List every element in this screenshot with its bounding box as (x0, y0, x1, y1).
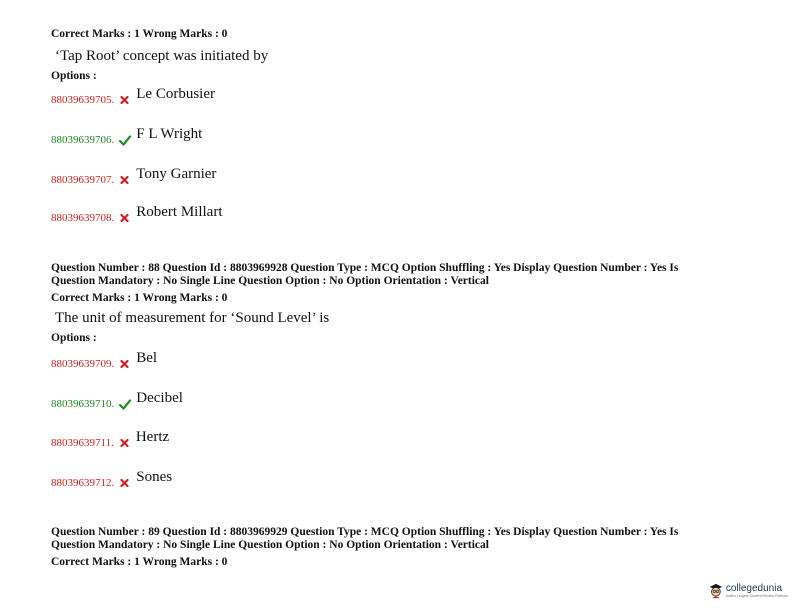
check-icon (118, 134, 132, 147)
option-label: F L Wright (136, 126, 203, 142)
check-icon (118, 398, 132, 411)
option-id: 88039639707. (51, 174, 115, 186)
logo-tagline: India's Largest Student Review Platform (725, 594, 788, 598)
q88-option-3 (51, 429, 170, 450)
q88-question-text: The unit of measurement for ‘Sound Level’ is (55, 310, 330, 326)
logo-name: collegedunia (725, 583, 783, 594)
q87-option-2 (51, 126, 203, 147)
option-id: 88039639712. (51, 477, 115, 489)
q87-question-text: ‘Tap Root’ concept was initiated by (55, 48, 269, 64)
q88-header-line1: Question Number : 88 Question Id : 8803969928 Question Type : MCQ Option Shuffling : Yes Display Question Number : Yes Is (51, 262, 679, 274)
option-id: 88039639705. (51, 94, 115, 106)
q88-options-label: Options : (51, 332, 97, 344)
cross-icon (118, 437, 132, 450)
option-label: Hertz (135, 429, 170, 445)
option-id: 88039639711. (51, 437, 114, 449)
option-label: Decibel (136, 390, 183, 406)
option-id: 88039639706. (51, 134, 115, 146)
cross-icon (118, 94, 132, 107)
q87-marks: Correct Marks : 1 Wrong Marks : 0 (51, 28, 228, 40)
option-label: Sones (136, 469, 173, 485)
q88-header-line2: Question Mandatory : No Single Line Question Option : No Option Orientation : Vertical (51, 275, 489, 287)
cross-icon (118, 477, 132, 490)
q88-option-1 (51, 350, 158, 371)
option-label: Bel (136, 350, 158, 366)
option-label: Robert Millart (136, 204, 223, 220)
q88-marks: Correct Marks : 1 Wrong Marks : 0 (51, 292, 228, 304)
q88-option-4 (51, 469, 173, 490)
q87-option-3 (51, 166, 217, 187)
collegedunia-logo (708, 578, 788, 604)
q87-option-1 (51, 86, 215, 107)
option-id: 88039639710. (51, 398, 115, 410)
q87-options-label: Options : (51, 70, 97, 82)
cross-icon (118, 358, 132, 371)
student-mascot-icon (708, 580, 724, 602)
q89-header-line2: Question Mandatory : No Single Line Question Option : No Option Orientation : Vertical (51, 539, 489, 551)
q88-option-2 (51, 390, 183, 411)
cross-icon (118, 212, 132, 225)
q89-header-line1: Question Number : 89 Question Id : 8803969929 Question Type : MCQ Option Shuffling : Yes Display Question Number : Yes Is (51, 526, 679, 538)
option-label: Tony Garnier (136, 166, 217, 182)
option-label: Le Corbusier (136, 86, 215, 102)
q89-marks: Correct Marks : 1 Wrong Marks : 0 (51, 556, 228, 568)
option-id: 88039639708. (51, 212, 115, 224)
q87-option-4 (51, 204, 223, 225)
cross-icon (118, 174, 132, 187)
option-id: 88039639709. (51, 358, 115, 370)
